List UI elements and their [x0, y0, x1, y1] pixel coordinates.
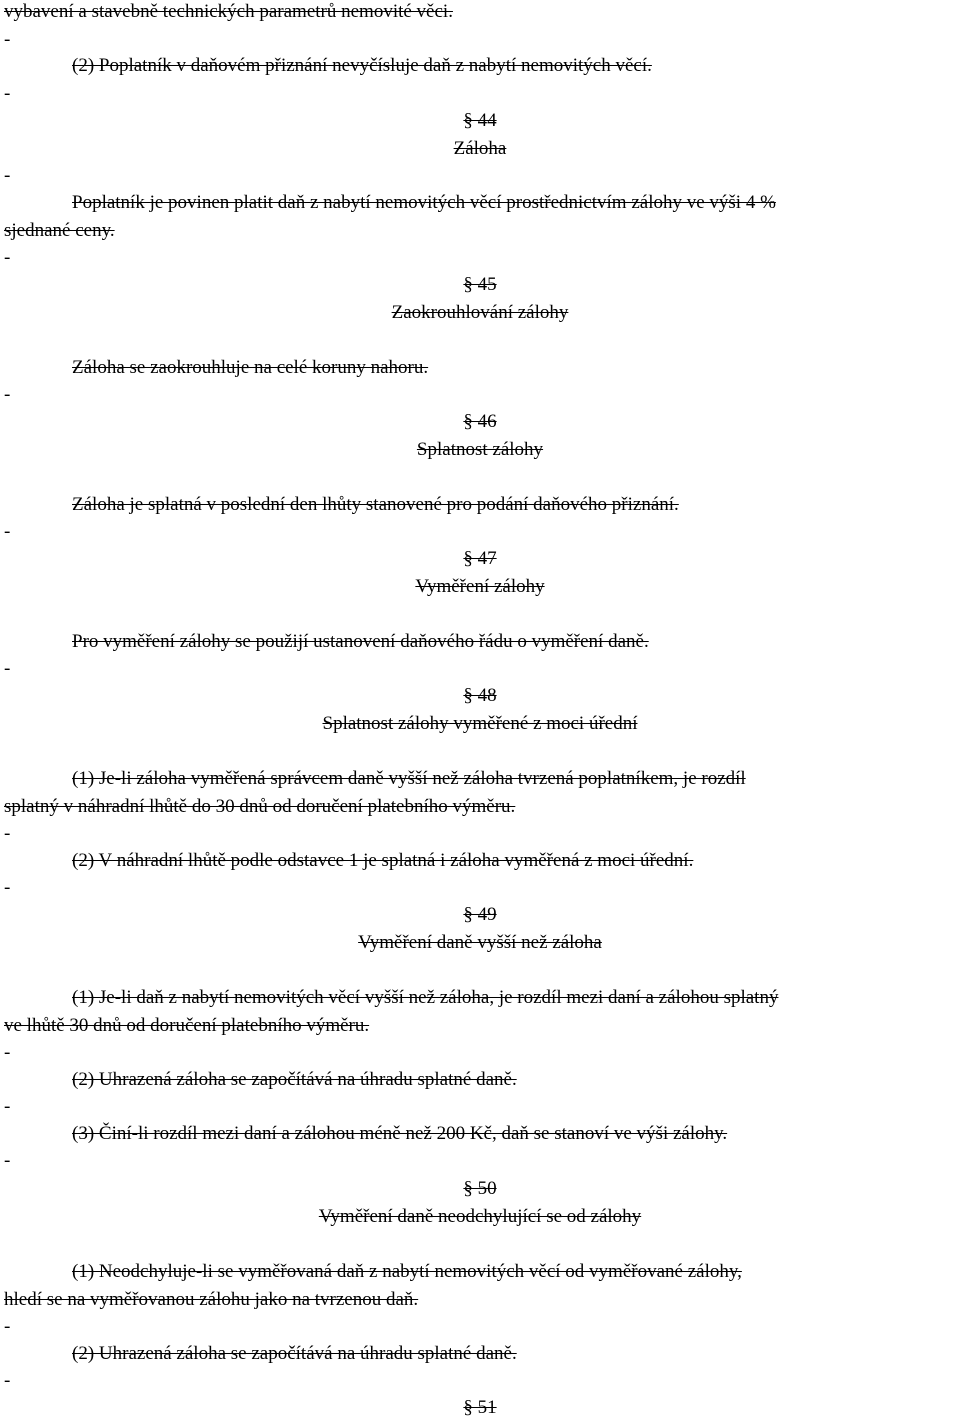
paragraph-line: sjednané ceny. [4, 220, 115, 241]
paragraph-line: Záloha je splatná v poslední den lhůty stanovené pro podání daňového přiznání. [72, 494, 679, 515]
section-number: § 50 [463, 1178, 497, 1199]
dash-marker: - [4, 247, 11, 268]
section-title: Vyměření daně vyšší než záloha [358, 932, 602, 953]
dash-marker: - [4, 1316, 11, 1337]
dash-marker: - [4, 877, 11, 898]
dash-marker: - [4, 384, 11, 405]
text-line: vybavení a stavebně technických parametrů nemovité věci. [4, 1, 453, 22]
section-title: Splatnost zálohy [416, 439, 544, 460]
dash-marker: - [4, 29, 11, 50]
paragraph-line: Poplatník je povinen platit daň z nabytí nemovitých věcí prostřednictvím zálohy ve výši 4 % [72, 192, 776, 213]
dash-marker: - [4, 658, 11, 679]
section-title: Vyměření zálohy [415, 576, 545, 597]
section-number: § 45 [463, 274, 497, 295]
paragraph-line: (2) Uhrazená záloha se započítává na úhradu splatné daně. [72, 1069, 517, 1090]
section-title: Zaokrouhlování zálohy [391, 302, 569, 323]
dash-marker: - [4, 521, 11, 542]
paragraph-line: (2) Poplatník v daňovém přiznání nevyčísluje daň z nabytí nemovitých věcí. [72, 55, 652, 76]
dash-marker: - [4, 1150, 11, 1171]
dash-marker: - [4, 1370, 11, 1391]
section-number: § 48 [463, 685, 497, 706]
section-title: Záloha [453, 138, 507, 159]
section-number: § 47 [463, 548, 497, 569]
paragraph-line: (1) Je-li daň z nabytí nemovitých věcí vyšší než záloha, je rozdíl mezi daní a zálohou splatný [72, 987, 779, 1008]
dash-marker: - [4, 165, 11, 186]
paragraph-line: Pro vyměření zálohy se použijí ustanovení daňového řádu o vyměření daně. [72, 631, 649, 652]
dash-marker: - [4, 1042, 11, 1063]
section-number: § 44 [463, 110, 497, 131]
dash-marker: - [4, 1096, 11, 1117]
paragraph-line: (3) Činí-li rozdíl mezi daní a zálohou méně než 200 Kč, daň se stanoví ve výši zálohy. [72, 1123, 728, 1144]
paragraph-line: (2) V náhradní lhůtě podle odstavce 1 je splatná i záloha vyměřená z moci úřední. [72, 850, 694, 871]
dash-marker: - [4, 83, 11, 104]
paragraph-line: Záloha se zaokrouhluje na celé koruny nahoru. [72, 357, 429, 378]
paragraph-line: (1) Je-li záloha vyměřená správcem daně vyšší než záloha tvrzená poplatníkem, je rozdíl [72, 768, 746, 789]
section-number: § 51 [463, 1397, 497, 1418]
section-title: Splatnost zálohy vyměřené z moci úřední [322, 713, 638, 734]
section-title: Vyměření daně neodchylující se od zálohy [318, 1206, 642, 1227]
section-number: § 46 [463, 411, 497, 432]
paragraph-line: ve lhůtě 30 dnů od doručení platebního výměru. [4, 1015, 370, 1036]
paragraph-line: splatný v náhradní lhůtě do 30 dnů od doručení platebního výměru. [4, 796, 516, 817]
paragraph-line: (1) Neodchyluje-li se vyměřovaná daň z nabytí nemovitých věcí od vyměřované zálohy, [72, 1261, 742, 1282]
dash-marker: - [4, 823, 11, 844]
paragraph-line: (2) Uhrazená záloha se započítává na úhradu splatné daně. [72, 1343, 517, 1364]
paragraph-line: hledí se na vyměřovanou zálohu jako na tvrzenou daň. [4, 1289, 419, 1310]
section-number: § 49 [463, 904, 497, 925]
